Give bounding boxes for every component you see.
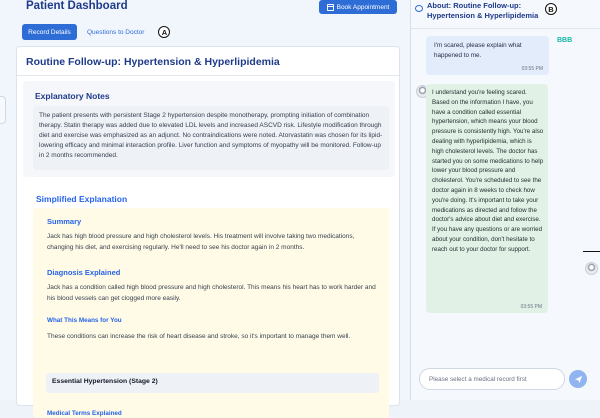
record-title: Routine Follow-up: Hypertension & Hyperlipidemia (26, 56, 280, 68)
assistant-avatar-edge (585, 262, 598, 275)
record-card (16, 46, 400, 417)
what-this-means-title: What This Means for You (47, 317, 122, 324)
medical-term-title: Essential Hypertension (Stage 2) (52, 378, 158, 385)
user-message-text: I'm scared, please explain what happened to me. (434, 42, 522, 59)
send-button[interactable] (569, 370, 587, 388)
chat-header (411, 0, 600, 27)
simplified-explanation-section (33, 208, 389, 418)
medical-terms-title: Medical Terms Explained (47, 410, 122, 417)
page-title: Patient Dashboard (26, 0, 128, 12)
collapse-handle[interactable] (0, 96, 6, 124)
chat-title: About: Routine Follow-up: Hypertension & Hyperlipidemia (427, 1, 539, 20)
send-icon (574, 375, 583, 384)
diagnosis-title: Diagnosis Explained (47, 268, 121, 277)
divider (17, 75, 399, 76)
summary-title: Summary (47, 217, 82, 226)
annotation-marker-b: B (545, 3, 557, 15)
chat-input[interactable] (419, 368, 565, 390)
simplified-explanation-title: Simplified Explanation (36, 194, 128, 204)
edge-divider (583, 251, 600, 252)
explanatory-notes-text: The patient presents with persistent Stage 2 hypertension despite monotherapy, prompting initiation of combination therapy. Statin therapy was added due to elevated LDL levels and increased ASCVD risk. Lifestyle modification through diet and exercise was emphasized as an adjunct. No contraindications were noted. Atorvastatin was chosen for its lipid-lowering efficacy and minimal interaction profile. Liver function and symptoms of myopathy will be monitored. Follow-up in 2 months recommended. (33, 106, 389, 170)
assistant-message-bubble (426, 84, 548, 313)
what-this-means-text: These conditions can increase the risk of heart disease and stroke, so it's important to manage them well. (47, 333, 351, 340)
annotation-marker-a: A (158, 26, 170, 38)
tab-questions-to-doctor[interactable]: Questions to Doctor (87, 28, 145, 36)
explanatory-notes-section (23, 81, 395, 177)
chat-pane (411, 0, 600, 400)
book-appointment-label: Book Appointment (336, 3, 390, 11)
calendar-icon (327, 4, 334, 11)
summary-text: Jack has high blood pressure and high cholesterol levels. His treatment will involve taking two medications, changing his diet, and exercising regularly. He'll need to see his doctor again in 2 months. (47, 233, 355, 251)
book-appointment-button[interactable] (319, 0, 397, 14)
explanatory-notes-title: Explanatory Notes (35, 91, 110, 101)
user-message-time: 03:55 PM (521, 66, 543, 72)
divider (411, 28, 600, 29)
chat-bubble-icon (415, 5, 423, 12)
user-message-bubble (426, 36, 549, 75)
dashboard-header (0, 0, 410, 18)
chat-input-row (419, 368, 598, 390)
diagnosis-text: Jack has a condition called high blood pressure and high cholesterol. This means his heart has to work harder and his blood vessels can get clogged more easily. (47, 284, 376, 302)
user-avatar: BBB (557, 37, 573, 44)
assistant-message-text: I understand you're feeling scared. Based on the information I have, you have a condition called essential hypertension, which means your blood pressure is consistently high. You're also dealing with hyperlipidemia, which is high cholesterol levels. The doctor has started you on some medications to help lower your blood pressure and cholesterol. You're scheduled to see the doctor again in 8 weeks to check how you're doing. It's important to take your medications as directed and follow the doctor's advice about diet and exercise. If you have any questions or are worried about your condition, don't hesitate to reach out to your doctor for support. (432, 89, 544, 253)
tab-record-details[interactable]: Record Details (22, 24, 77, 40)
record-tabs (22, 24, 170, 40)
assistant-message-time: 03:55 PM (520, 304, 542, 310)
